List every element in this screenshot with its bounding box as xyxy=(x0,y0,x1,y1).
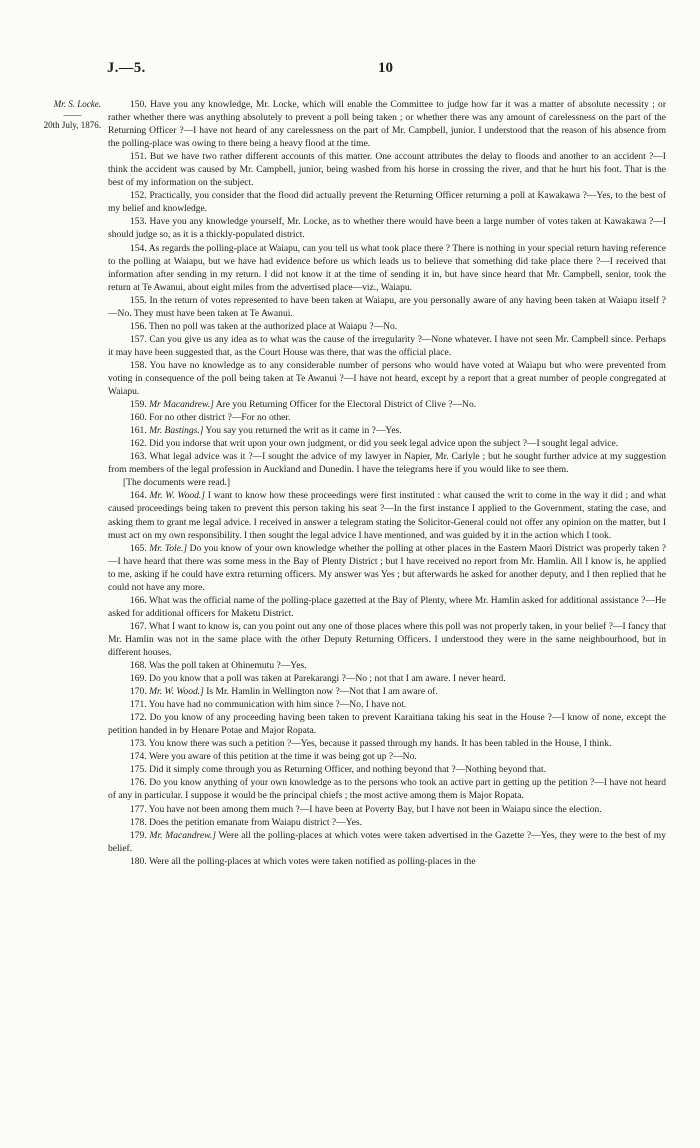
paragraph-text: Does the petition emanate from Waiapu district ?—Yes. xyxy=(149,816,362,828)
page-number: 10 xyxy=(378,60,393,76)
speaker-label: Mr. Tole.] xyxy=(149,542,188,554)
question-number: 169. xyxy=(130,673,147,685)
question-number: 162. xyxy=(130,438,147,450)
testimony-paragraph xyxy=(108,437,666,450)
testimony-paragraph xyxy=(108,189,666,215)
testimony-paragraph xyxy=(108,215,666,241)
question-number: 157. xyxy=(130,333,147,345)
paragraph-text: Did it simply come through you as Returning Officer, and nothing beyond that ?—Nothing beyond that. xyxy=(149,764,547,776)
paragraph-text: What legal advice was it ?—I sought the advice of my lawyer in Napier, Mr. Carlyle ; but he sought further advice at my suggestion from members of the legal profession in Auckland and Dunedin. I have the telegrams here if you would like to see them. xyxy=(108,451,666,476)
testimony-paragraph xyxy=(108,855,666,868)
question-number: 178. xyxy=(130,816,147,828)
paragraph-text: You have no knowledge as to any considerable number of persons who would have voted at Waiapu but who were prevented from voting in consequence of the poll being taken at Te Awanui ?—I have not heard, except by a report that a great number of people congregated at Waiapu. xyxy=(108,359,666,398)
question-number: 158. xyxy=(130,359,147,371)
testimony-paragraph xyxy=(108,450,666,476)
question-number: 150. xyxy=(130,99,147,110)
question-number: 177. xyxy=(130,803,147,815)
speaker-label: Mr. W. Wood.] xyxy=(149,490,205,502)
paragraph-text: But we have two rather different accounts of this matter. One account attributes the delay to floods and another to an accident ?—I think the accident was caused by Mr. Campbell, junior, being washed from his horse in crossing the river, and that he hurt his foot. That is the best of my information on the subject. xyxy=(108,151,666,189)
paragraph-text: What was the official name of the polling-place gazetted at the Bay of Plenty, where Mr. Hamlin asked for additional assistance ?—He asked for additional officers for Maketu District. xyxy=(108,594,667,619)
testimony-paragraph xyxy=(108,398,666,411)
testimony-paragraph xyxy=(108,98,666,150)
testimony-paragraph xyxy=(108,698,666,711)
paragraph-text: Have you any knowledge, Mr. Locke, which will enable the Committee to judge how far it was a matter of absolute necessity ; or rather whether there was anything absolutely to prevent a poll being taken ; or whether there was any amount of carelessness on the part of the Returning Officer ?—I have not heard of any carelessness on the part of Mr. Campbell, junior. I understood that the reason of his absence from the polling-place was owing to there being a heavy flood at the time. xyxy=(108,99,667,150)
testimony-paragraph xyxy=(108,489,666,541)
testimony-paragraph xyxy=(108,737,666,750)
testimony-paragraph xyxy=(108,711,666,737)
paragraph-text: Is Mr. Hamlin in Wellington now ?—Not that I am aware of. xyxy=(206,686,438,698)
testimony-paragraph xyxy=(108,829,666,855)
question-number: 152. xyxy=(130,190,147,202)
question-number: 164. xyxy=(130,490,147,502)
speaker-label: Mr. Macandrew.] xyxy=(149,829,216,841)
testimony-paragraph xyxy=(108,359,666,398)
question-number: 154. xyxy=(130,242,147,254)
testimony-paragraph xyxy=(108,320,666,333)
paragraph-text: Do you know that a poll was taken at Parekarangi ?—No ; not that I am aware. I never heard. xyxy=(149,673,506,685)
paragraph-text: Do you know of your own knowledge whether the polling at other places in the Eastern Maori District was properly taken ?—I have heard that there was some mess in the Bay of Plenty District ; but I have received no report from Mr. Hamlin. All I know is, he applied to me, asking if he could have extra returning officers. My answer was Yes ; but afterwards he asked for another deputy, and I then replied that he could not have any more. xyxy=(108,542,666,593)
question-number: 165. xyxy=(130,542,147,554)
paragraph-text: Are you Returning Officer for the Electoral District of Clive ?—No. xyxy=(215,399,477,411)
testimony-paragraph xyxy=(108,542,666,594)
paragraph-text: Do you know of any proceeding having been taken to prevent Karaitiana taking his seat in the House ?—I know of none, except the petition handed in by Henare Potae and Major Ropata. xyxy=(108,712,666,737)
page-header xyxy=(0,60,700,80)
document-reference: J.—5. xyxy=(107,60,146,76)
paragraph-text: Were all the polling-places at which votes were taken advertised in the Gazette ?—Yes, they were to the best of my belief. xyxy=(108,829,666,854)
question-number: 174. xyxy=(130,751,147,763)
speaker-label: Mr Macandrew.] xyxy=(149,399,214,411)
speaker-label: Mr. W. Wood.] xyxy=(149,686,204,698)
question-number: 167. xyxy=(130,620,147,632)
testimony-body xyxy=(108,98,666,868)
paragraph-text: Do you know anything of your own knowledge as to the persons who took an active part in getting up the petition ?—I have not heard of any in particular. I suppose it would be the principal chiefs ; the most active among them is Major Ropata. xyxy=(108,777,666,802)
question-number: 172. xyxy=(130,712,147,724)
testimony-paragraph xyxy=(108,411,666,424)
question-number: 180. xyxy=(130,855,147,867)
paragraph-text: Have you any knowledge yourself, Mr. Locke, as to whether there would have been a large number of votes taken at Kawakawa ?—I should judge so, as it is a thickly-populated district. xyxy=(108,216,666,241)
question-number: 175. xyxy=(130,764,147,776)
speaker-label: Mr. Bastings.] xyxy=(149,425,204,437)
testimony-paragraph xyxy=(108,816,666,829)
paragraph-text: You know there was such a petition ?—Yes, because it passed through my hands. It has been tabled in the House, I think. xyxy=(148,738,612,750)
paragraph-text: As regards the polling-place at Waiapu, can you tell us what took place there ? There is nothing in your special return having reference to the polling at Waiapu, but we have had evidence before us which leads us to believe that something did take place there ?—I received that information after sending in my return. I did not know it at the time of sending it in, but have since heard that Mr. Campbell, senior, took the return at Te Awanui, about eight miles from the advertised place—viz., Waiapu. xyxy=(108,242,666,293)
margin-note xyxy=(26,98,101,132)
testimony-paragraph xyxy=(108,659,666,672)
paragraph-text: Then no poll was taken at the authorized place at Waiapu ?—No. xyxy=(148,320,398,332)
question-number: 168. xyxy=(130,660,147,672)
testimony-paragraph xyxy=(108,685,666,698)
question-number: 151. xyxy=(130,151,147,163)
testimony-paragraph xyxy=(108,294,666,320)
paragraph-text: Did you indorse that writ upon your own judgment, or did you seek legal advice upon the subject ?—I sought legal advice. xyxy=(149,438,619,450)
testimony-paragraph xyxy=(108,150,666,189)
testimony-paragraph xyxy=(108,594,666,620)
paragraph-text: I want to know how these proceedings were first instituted : what caused the writ to come in the way it did ; and what caused proceedings being taken to prevent this person taking his seat ?—In the first instance I applied to the Government, stating the case, and asking them to grant me legal advice. I received in answer a telegram stating the Solicitor-General could not offer any opinion on the matter, but I must act on my own responsibility. I then sought the legal advice I have mentioned, and was guided by it in the action which I took. xyxy=(108,490,667,541)
paragraph-text: You have had no communication with him since ?—No, I have not. xyxy=(148,699,407,711)
testimony-paragraph xyxy=(108,242,666,294)
testimony-paragraph xyxy=(108,620,666,659)
testimony-paragraph xyxy=(108,750,666,763)
paragraph-text: What I want to know is, can you point out any one of those places where this poll was not properly taken, in your belief ?—I fancy that Mr. Hamlin was not in the same place with the other Deputy Returning Officers. I understood they were in the same neighbourhood, but in different houses. xyxy=(108,620,666,658)
document-note xyxy=(108,476,666,489)
question-number: 173. xyxy=(130,738,147,750)
paragraph-text: In the return of votes represented to have been taken at Waiapu, are you personally aware of any having been taken at Waiapu itself ?—No. They must have been taken at Te Awanui. xyxy=(108,294,666,319)
question-number: 163. xyxy=(130,451,147,463)
paragraph-text: Can you give us any idea as to what was the cause of the irregularity ?—None whatever. I have not seen Mr. Campbell since. Perhaps it may have been suggested that, as the Court House was there, that was the official place. xyxy=(108,333,667,358)
paragraph-text: You say you returned the writ as it came in ?—Yes. xyxy=(205,425,402,437)
question-number: 159. xyxy=(130,399,147,411)
paragraph-text: Were you aware of this petition at the time it was being got up ?—No. xyxy=(148,751,417,763)
testimony-paragraph xyxy=(108,424,666,437)
question-number: 166. xyxy=(130,594,147,606)
paragraph-text: You have not been among them much ?—I have been at Poverty Bay, but I have not been in Waiapu since the election. xyxy=(148,803,602,815)
question-number: 170. xyxy=(130,686,147,698)
question-number: 161. xyxy=(130,425,147,437)
paragraph-text: [The documents were read.] xyxy=(123,477,231,489)
paragraph-text: Was the poll taken at Ohinemutu ?—Yes. xyxy=(148,660,307,672)
question-number: 176. xyxy=(130,777,147,789)
testimony-paragraph xyxy=(108,776,666,802)
question-number: 156. xyxy=(130,320,147,332)
paragraph-text: Were all the polling-places at which votes were taken notified as polling-places in the xyxy=(148,855,476,867)
margin-date: 20th July, 1876. xyxy=(43,120,101,130)
margin-dash: —— xyxy=(63,110,82,120)
testimony-paragraph xyxy=(108,672,666,685)
paragraph-text: Practically, you consider that the flood did actually prevent the Returning Officer returning a poll at Kawakawa ?—Yes, to the best of my belief and knowledge. xyxy=(108,190,666,215)
testimony-paragraph xyxy=(108,763,666,776)
testimony-paragraph xyxy=(108,333,666,359)
margin-speaker: Mr. S. Locke. xyxy=(53,99,101,109)
paragraph-text: For no other district ?—For no other. xyxy=(149,412,291,424)
question-number: 160. xyxy=(130,412,147,424)
testimony-paragraph xyxy=(108,803,666,816)
question-number: 179. xyxy=(130,829,147,841)
question-number: 155. xyxy=(130,294,147,306)
question-number: 153. xyxy=(130,216,147,228)
question-number: 171. xyxy=(130,699,147,711)
